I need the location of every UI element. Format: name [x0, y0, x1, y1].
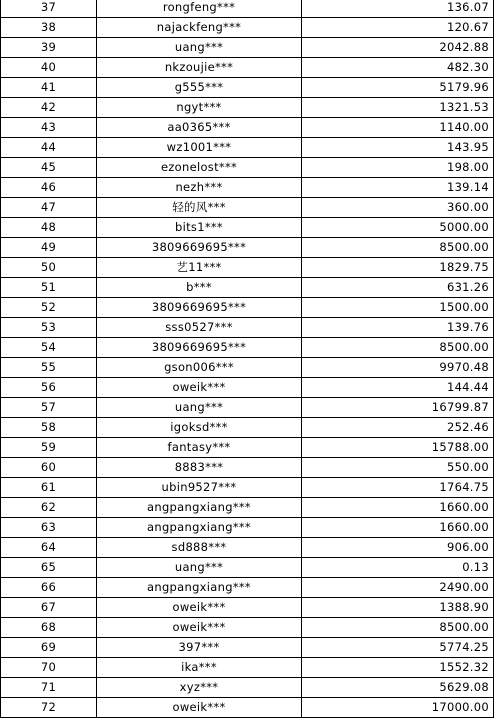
username-cell[interactable]: 3809669695***: [97, 338, 302, 358]
row-number-cell[interactable]: 37: [1, 0, 97, 18]
row-number-cell[interactable]: 60: [1, 458, 97, 478]
row-number-cell[interactable]: 51: [1, 278, 97, 298]
table-row: [1, 98, 494, 118]
table-row: [1, 578, 494, 598]
table-row: [1, 298, 494, 318]
table-row: [1, 538, 494, 558]
username-cell[interactable]: 8883***: [97, 458, 302, 478]
username-cell[interactable]: g555***: [97, 78, 302, 98]
amount-cell[interactable]: 1660.00: [302, 518, 494, 538]
username-cell[interactable]: rongfeng***: [97, 0, 302, 18]
amount-cell[interactable]: 8500.00: [302, 618, 494, 638]
amount-cell[interactable]: 360.00: [302, 198, 494, 218]
row-number-cell[interactable]: 61: [1, 478, 97, 498]
row-number-cell[interactable]: 72: [1, 698, 97, 718]
table-row: [1, 318, 494, 338]
amount-cell[interactable]: 0.13: [302, 558, 494, 578]
table-row: [1, 138, 494, 158]
amount-cell[interactable]: 8500.00: [302, 338, 494, 358]
amount-cell[interactable]: 9970.48: [302, 358, 494, 378]
table-row: [1, 158, 494, 178]
row-number-cell[interactable]: 59: [1, 438, 97, 458]
table-row: [1, 638, 494, 658]
table-row: [1, 658, 494, 678]
row-number-cell[interactable]: 50: [1, 258, 97, 278]
amount-cell[interactable]: 1660.00: [302, 498, 494, 518]
row-number-cell[interactable]: 45: [1, 158, 97, 178]
amount-cell[interactable]: 1500.00: [302, 298, 494, 318]
amount-cell[interactable]: 5774.25: [302, 638, 494, 658]
amount-cell[interactable]: 1388.90: [302, 598, 494, 618]
amount-cell[interactable]: 5179.96: [302, 78, 494, 98]
row-number-cell[interactable]: 55: [1, 358, 97, 378]
table-row: [1, 478, 494, 498]
username-cell[interactable]: sss0527***: [97, 318, 302, 338]
username-cell[interactable]: 3809669695***: [97, 298, 302, 318]
username-cell[interactable]: igoksd***: [97, 418, 302, 438]
table-row: [1, 378, 494, 398]
username-cell[interactable]: gson006***: [97, 358, 302, 378]
username-cell[interactable]: oweik***: [97, 618, 302, 638]
row-number-cell[interactable]: 64: [1, 538, 97, 558]
table-row: [1, 618, 494, 638]
amount-cell[interactable]: 1140.00: [302, 118, 494, 138]
row-number-cell[interactable]: 52: [1, 298, 97, 318]
table-row: [1, 178, 494, 198]
row-number-cell[interactable]: 42: [1, 98, 97, 118]
table-row: [1, 258, 494, 278]
username-cell[interactable]: b***: [97, 278, 302, 298]
username-cell[interactable]: aa0365***: [97, 118, 302, 138]
username-cell[interactable]: nezh***: [97, 178, 302, 198]
row-number-cell[interactable]: 71: [1, 678, 97, 698]
amount-cell[interactable]: 144.44: [302, 378, 494, 398]
amount-cell[interactable]: 2490.00: [302, 578, 494, 598]
username-cell[interactable]: angpangxiang***: [97, 498, 302, 518]
username-cell[interactable]: ngyt***: [97, 98, 302, 118]
row-number-cell[interactable]: 57: [1, 398, 97, 418]
table-row: [1, 238, 494, 258]
amount-cell[interactable]: 139.14: [302, 178, 494, 198]
row-number-cell[interactable]: 62: [1, 498, 97, 518]
amount-cell[interactable]: 120.67: [302, 18, 494, 38]
table-row: [1, 698, 494, 718]
amount-cell[interactable]: 5000.00: [302, 218, 494, 238]
table-row: [1, 458, 494, 478]
row-number-cell[interactable]: 41: [1, 78, 97, 98]
table-row: [1, 18, 494, 38]
table-row: [1, 198, 494, 218]
table-row: [1, 278, 494, 298]
row-number-cell[interactable]: 58: [1, 418, 97, 438]
username-cell[interactable]: uang***: [97, 398, 302, 418]
amount-cell[interactable]: 136.07: [302, 0, 494, 18]
row-number-cell[interactable]: 63: [1, 518, 97, 538]
amount-cell[interactable]: 2042.88: [302, 38, 494, 58]
table-row: [1, 118, 494, 138]
table-row: [1, 0, 494, 18]
table-row: [1, 678, 494, 698]
username-cell[interactable]: angpangxiang***: [97, 518, 302, 538]
row-number-cell[interactable]: 67: [1, 598, 97, 618]
table-row: [1, 358, 494, 378]
table-row: [1, 398, 494, 418]
username-cell[interactable]: fantasy***: [97, 438, 302, 458]
amount-cell[interactable]: 15788.00: [302, 438, 494, 458]
username-cell[interactable]: uang***: [97, 558, 302, 578]
row-number-cell[interactable]: 48: [1, 218, 97, 238]
amount-cell[interactable]: 8500.00: [302, 238, 494, 258]
table-row: [1, 218, 494, 238]
username-cell[interactable]: 397***: [97, 638, 302, 658]
username-cell[interactable]: uang***: [97, 38, 302, 58]
row-number-cell[interactable]: 49: [1, 238, 97, 258]
amount-cell[interactable]: 1321.53: [302, 98, 494, 118]
amount-cell[interactable]: 1764.75: [302, 478, 494, 498]
amount-cell[interactable]: 143.95: [302, 138, 494, 158]
table-body: [1, 0, 494, 718]
table-row: [1, 338, 494, 358]
row-number-cell[interactable]: 54: [1, 338, 97, 358]
amount-cell[interactable]: 631.26: [302, 278, 494, 298]
amount-cell[interactable]: 906.00: [302, 538, 494, 558]
row-number-cell[interactable]: 47: [1, 198, 97, 218]
username-cell[interactable]: oweik***: [97, 598, 302, 618]
row-number-cell[interactable]: 39: [1, 38, 97, 58]
amount-cell[interactable]: 5629.08: [302, 678, 494, 698]
row-number-cell[interactable]: 69: [1, 638, 97, 658]
row-number-cell[interactable]: 70: [1, 658, 97, 678]
row-number-cell[interactable]: 43: [1, 118, 97, 138]
amount-cell[interactable]: 17000.00: [302, 698, 494, 718]
amount-cell[interactable]: 482.30: [302, 58, 494, 78]
row-number-cell[interactable]: 56: [1, 378, 97, 398]
username-cell[interactable]: ika***: [97, 658, 302, 678]
table-row: [1, 38, 494, 58]
row-number-cell[interactable]: 44: [1, 138, 97, 158]
amount-cell[interactable]: 198.00: [302, 158, 494, 178]
username-cell[interactable]: 艺11***: [97, 258, 302, 278]
table-row: [1, 598, 494, 618]
table-row: [1, 438, 494, 458]
amount-cell[interactable]: 550.00: [302, 458, 494, 478]
username-cell[interactable]: ubin9527***: [97, 478, 302, 498]
row-number-cell[interactable]: 68: [1, 618, 97, 638]
username-cell[interactable]: bits1***: [97, 218, 302, 238]
row-number-cell[interactable]: 66: [1, 578, 97, 598]
username-cell[interactable]: oweik***: [97, 698, 302, 718]
username-cell[interactable]: 轻的风***: [97, 198, 302, 218]
username-cell[interactable]: nkzoujie***: [97, 58, 302, 78]
row-number-cell[interactable]: 53: [1, 318, 97, 338]
table-row: [1, 518, 494, 538]
amount-cell[interactable]: 16799.87: [302, 398, 494, 418]
row-number-cell[interactable]: 40: [1, 58, 97, 78]
amount-cell[interactable]: 1829.75: [302, 258, 494, 278]
username-cell[interactable]: 3809669695***: [97, 238, 302, 258]
amount-cell[interactable]: 252.46: [302, 418, 494, 438]
username-cell[interactable]: sd888***: [97, 538, 302, 558]
table-row: [1, 78, 494, 98]
username-cell[interactable]: najackfeng***: [97, 18, 302, 38]
table-row: [1, 498, 494, 518]
username-cell[interactable]: ezonelost***: [97, 158, 302, 178]
amount-cell[interactable]: 139.76: [302, 318, 494, 338]
row-number-cell[interactable]: 65: [1, 558, 97, 578]
table-row: [1, 58, 494, 78]
username-cell[interactable]: xyz***: [97, 678, 302, 698]
username-cell[interactable]: wz1001***: [97, 138, 302, 158]
row-number-cell[interactable]: 38: [1, 18, 97, 38]
table-row: [1, 418, 494, 438]
amount-cell[interactable]: 1552.32: [302, 658, 494, 678]
row-number-cell[interactable]: 46: [1, 178, 97, 198]
table-row: [1, 558, 494, 578]
username-cell[interactable]: oweik***: [97, 378, 302, 398]
username-cell[interactable]: angpangxiang***: [97, 578, 302, 598]
